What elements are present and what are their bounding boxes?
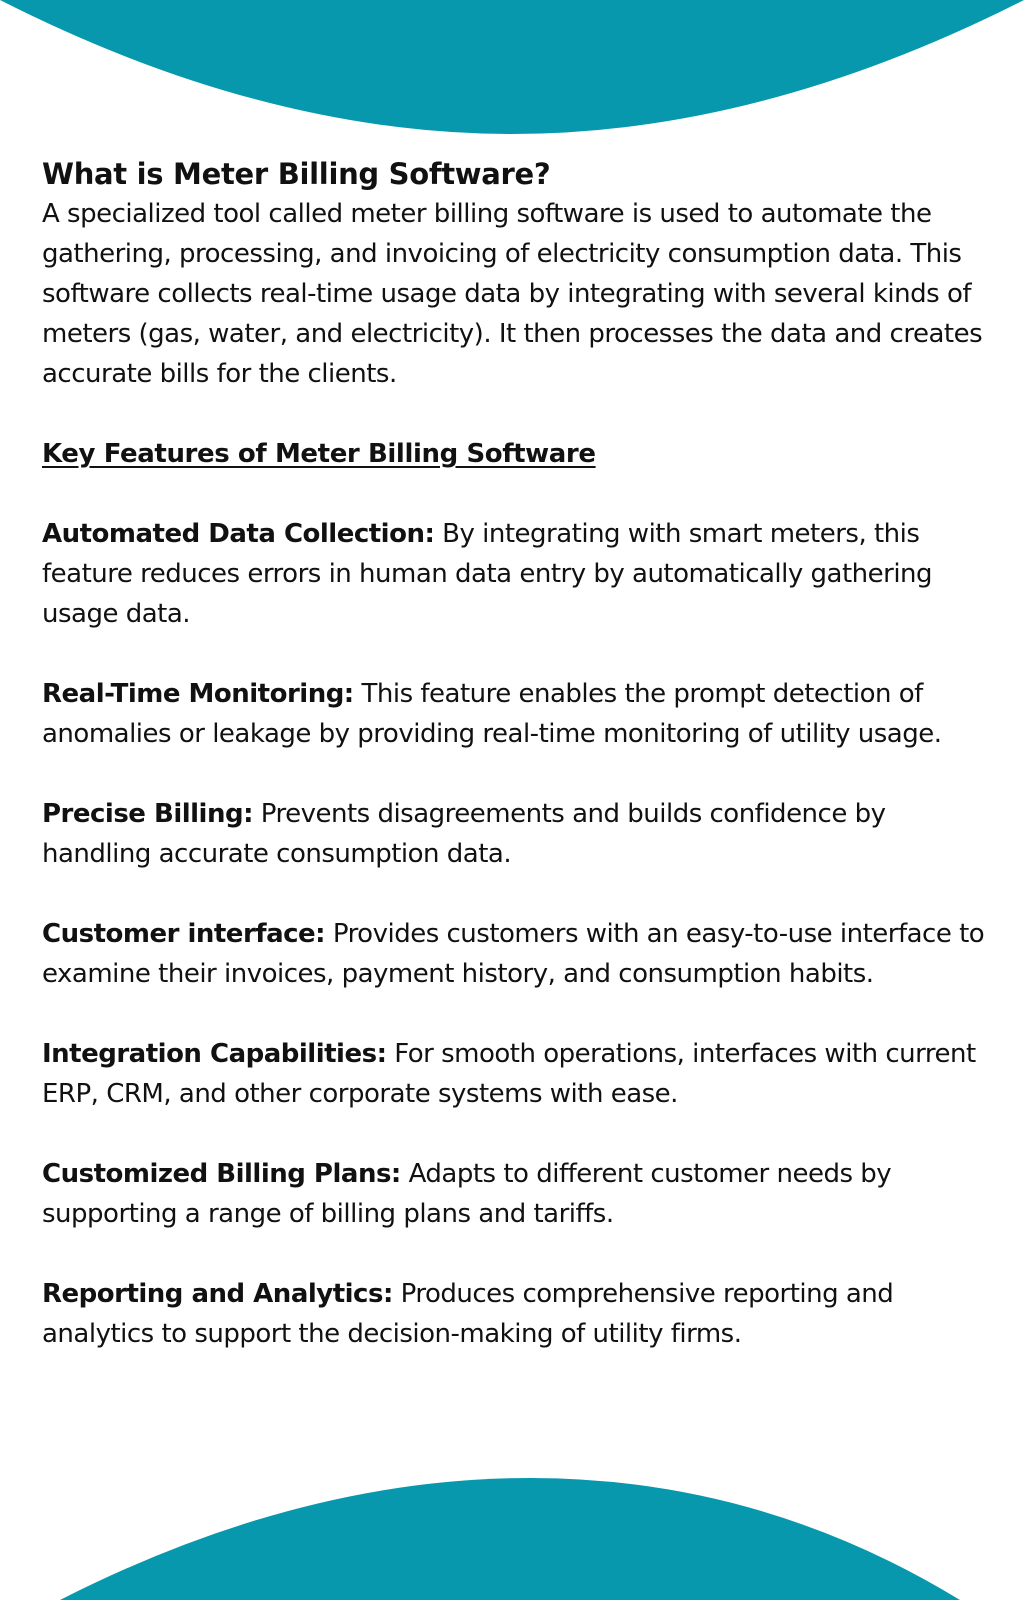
feature-description: Provides customers with an easy-to-use interface to examine their invoices, payment history, and consumption habits. <box>42 919 985 989</box>
feature-label: Integration Capabilities: <box>42 1039 387 1069</box>
article-body <box>42 154 1002 1354</box>
intro-paragraph: A specialized tool called meter billing software is used to automate the gathering, processing, and invoicing of electricity consumption data. This software collects real-time usage data by integrating with several kinds of meters (gas, water, and electricity). It then processes the data and creates accurate bills for the clients. <box>42 199 983 389</box>
feature-label: Real-Time Monitoring: <box>42 679 354 709</box>
feature-item <box>42 514 1002 634</box>
top-decorative-arc <box>0 0 1024 140</box>
feature-item <box>42 1154 1002 1234</box>
feature-item <box>42 674 1002 754</box>
feature-item <box>42 914 1002 994</box>
feature-description: Adapts to different customer needs by supporting a range of billing plans and tariffs. <box>42 1159 892 1229</box>
feature-description: For smooth operations, interfaces with current ERP, CRM, and other corporate systems with ease. <box>42 1039 976 1109</box>
feature-label: Automated Data Collection: <box>42 519 435 549</box>
feature-label: Customized Billing Plans: <box>42 1159 401 1189</box>
feature-description: This feature enables the prompt detection of anomalies or leakage by providing real-time monitoring of utility usage. <box>42 679 942 749</box>
feature-description: Prevents disagreements and builds confidence by handling accurate consumption data. <box>42 799 886 869</box>
feature-label: Customer interface: <box>42 919 326 949</box>
feature-description: Produces comprehensive reporting and analytics to support the decision-making of utility firms. <box>42 1279 894 1349</box>
feature-description: By integrating with smart meters, this feature reduces errors in human data entry by automatically gathering usage data. <box>42 519 933 629</box>
page-title: What is Meter Billing Software? <box>42 157 551 191</box>
feature-item <box>42 1034 1002 1114</box>
feature-item <box>42 794 1002 874</box>
bottom-decorative-arc <box>0 1470 1024 1600</box>
feature-item <box>42 1274 1002 1354</box>
features-heading: Key Features of Meter Billing Software <box>42 439 596 469</box>
feature-label: Reporting and Analytics: <box>42 1279 393 1309</box>
feature-label: Precise Billing: <box>42 799 253 829</box>
